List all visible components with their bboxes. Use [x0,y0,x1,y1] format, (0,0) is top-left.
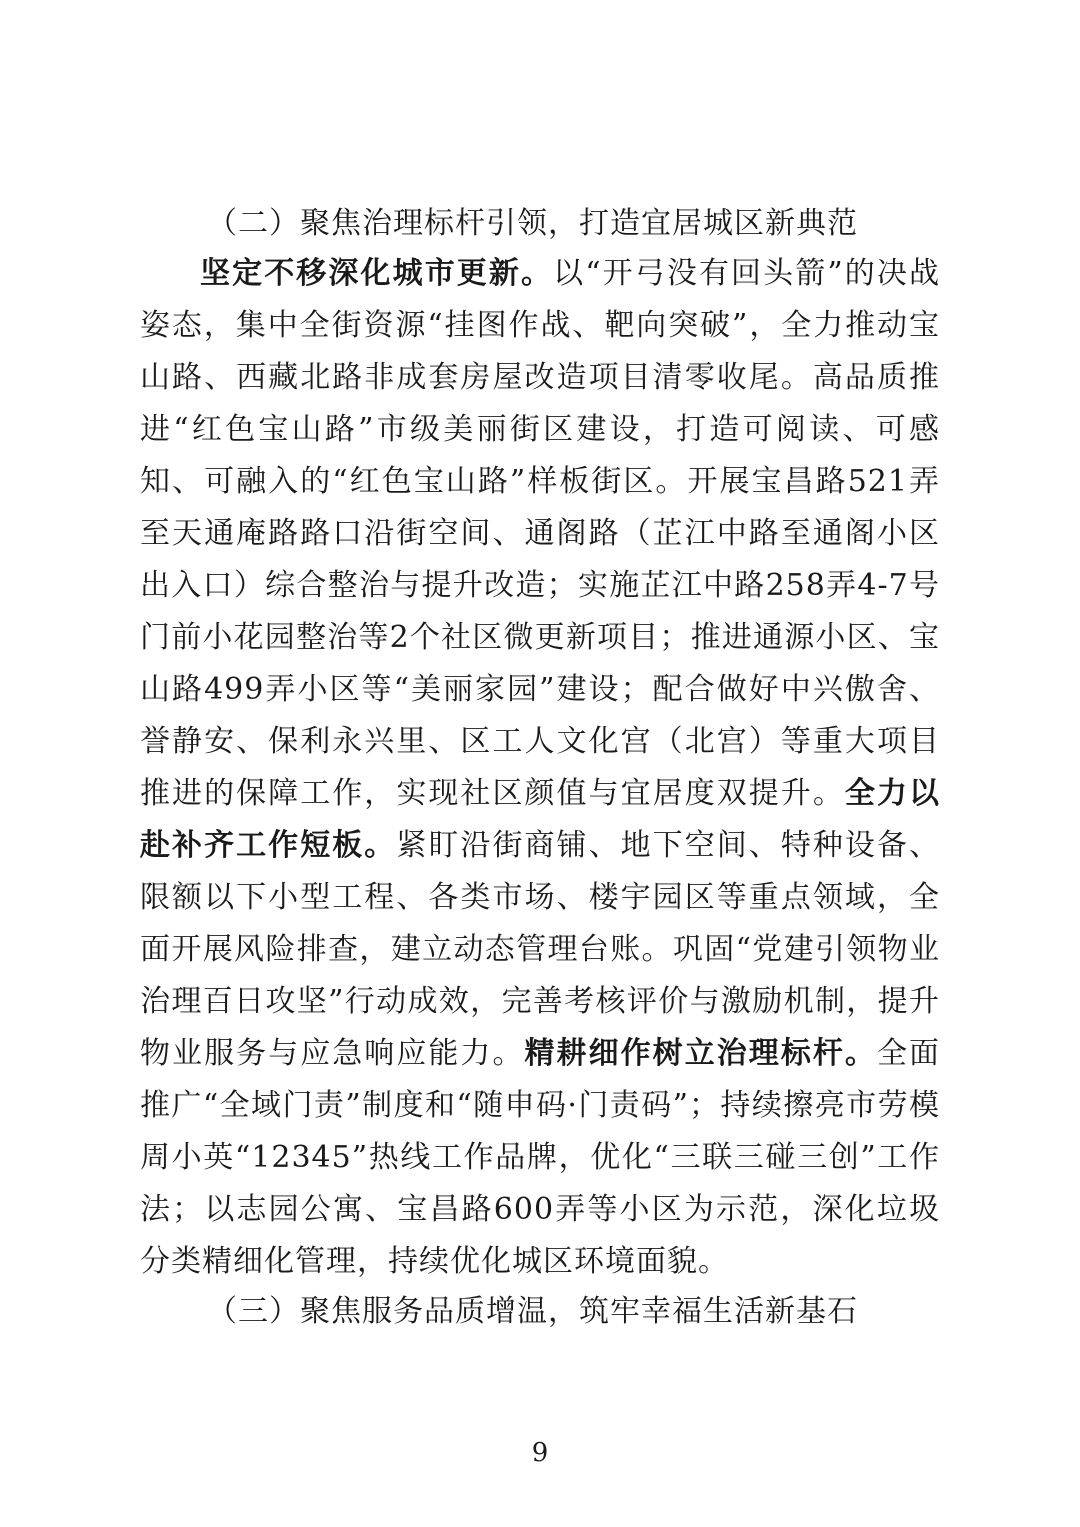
section-2-body-paragraph [140,248,940,1288]
body-run-5: 全面推广“全域门责”制度和“随申码·门责码”；持续擦亮市劳模周小英“12345”热线工作品牌，优化“三联三碰三创”工作法；以志园公寓、宝昌路600弄等小区为示范，深化垃圾分类精细化管理，持续优化城区环境面貌。 [140,1036,941,1279]
body-run-3: 紧盯沿街商铺、地下空间、特种设备、限额以下小型工程、各类市场、楼宇园区等重点领域，全面开展风险排查，建立动态管理台账。巩固“党建引领物业治理百日攻坚”行动成效，完善考核评价与激励机制，提升物业服务与应急响应能力。 [140,828,941,1071]
page-number: 9 [531,1438,549,1468]
section-3-heading: （三）聚焦服务品质增温，筑牢幸福生活新基石 [207,1294,858,1329]
body-run-4: 精耕细作树立治理标杆。 [524,1036,877,1071]
body-run-1: 以“开弓没有回头箭”的决战姿态，集中全街资源“挂图作战、靶向突破”，全力推动宝山路、西藏北路非成套房屋改造项目清零收尾。高品质推进“红色宝山路”市级美丽街区建设，打造可阅读、可感知、可融入的“红色宝山路”样板街区。开展宝昌路521弄至天通庵路路口沿街空间、通阁路（芷江中路至通阁小区出入口）综合整治与提升改造；实施芷江中路258弄4-7号门前小花园整治等2个社区微更新项目；推进通源小区、宝山路499弄小区等“美丽家园”建设；配合做好中兴傲舍、誉静安、保利永兴里、区工人文化宫（北宫）等重大项目推进的保障工作，实现社区颜值与宜居度双提升。 [140,256,940,811]
body-run-2: 全力以赴补齐工作短板。 [140,776,941,863]
section-2-heading: （二）聚焦治理标杆引领，打造宜居城区新典范 [207,206,858,241]
body-run-0: 坚定不移深化城市更新。 [200,256,554,291]
